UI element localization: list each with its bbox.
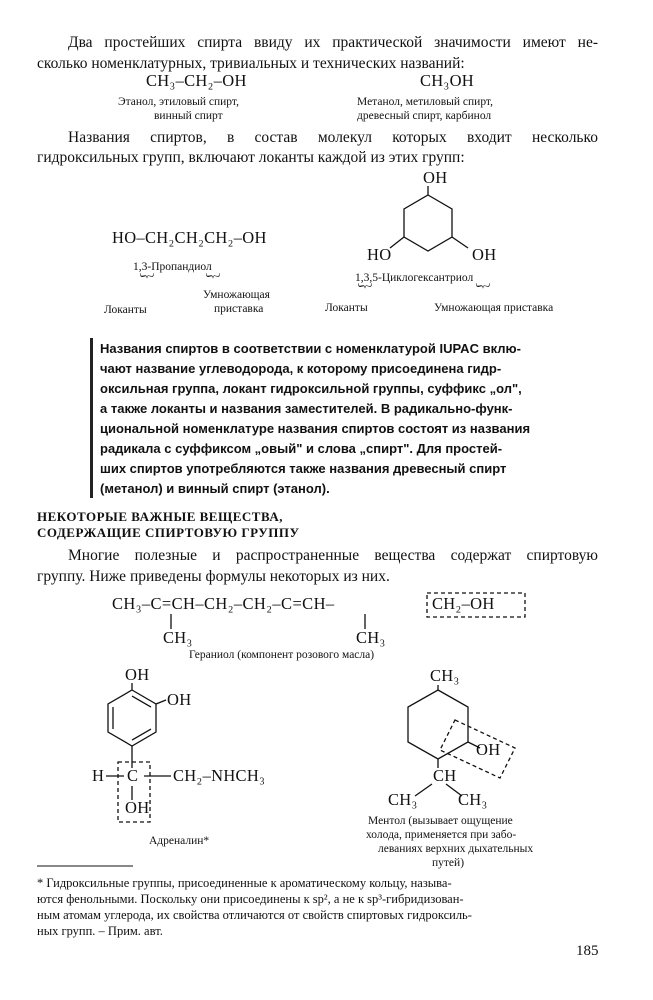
rule-line: радикала с суффиксом „овый" и слова „спирт". Для простей- <box>100 441 503 456</box>
methanol-formula: CH₃OH <box>420 71 475 90</box>
menthol-caption-3: леваниях верхних дыхательных <box>378 843 534 855</box>
propanediol-name: 1,3-Пропандиол <box>133 261 212 273</box>
useful-line-1: Многие полезные и распространенные вещества содержат спиртовую <box>68 547 598 564</box>
methanol-name-1: Метанол, метиловый спирт, <box>357 96 493 108</box>
section-title-1: НЕКОТОРЫЕ ВАЖНЫЕ ВЕЩЕСТВА, <box>37 509 283 524</box>
menthol-oh: OH <box>476 740 501 759</box>
adrenaline-bond-oh2 <box>156 700 166 704</box>
polyols-line-1: Названия спиртов, в состав молекул которых входит несколько <box>68 129 598 146</box>
footnote-line-4: ных групп. – Прим. авт. <box>37 924 163 938</box>
adrenaline-ring-inner-3 <box>132 729 151 740</box>
menthol-bond-ch3-left <box>415 784 432 796</box>
geraniol-caption: Гераниол (компонент розового масла) <box>189 649 375 661</box>
menthol-dashed-box <box>440 720 515 778</box>
adrenaline-caption: Адреналин* <box>149 835 210 847</box>
multiplier-brace-1: ︸ <box>206 275 220 290</box>
propanediol-multiplier-1: Умножающая <box>203 289 270 301</box>
adrenaline-h: H <box>92 766 105 785</box>
propanediol-multiplier-2: приставка <box>214 303 264 315</box>
menthol-ch3-top: CH₃ <box>430 666 460 685</box>
footnote-line-3: ным атомам углерода, их свойства отличаются от свойств спиртовых гидроксиль- <box>37 908 472 922</box>
cyclohexanetriol-locants: Локанты <box>325 302 368 314</box>
methanol-name-2: древесный спирт, карбинол <box>357 110 492 122</box>
menthol-caption-4: путей) <box>432 857 465 869</box>
menthol-ring <box>408 690 468 759</box>
locant-brace-1: ︸ <box>140 275 154 290</box>
section-title-2: СОДЕРЖАЩИЕ СПИРТОВУЮ ГРУППУ <box>37 525 300 540</box>
rule-line: оксильная группа, локант гидроксильной группы, суффикс „ол", <box>100 381 522 396</box>
cyclohexanetriol-multiplier: Умножающая приставка <box>434 302 554 314</box>
geraniol-boxed-group: CH₂–OH <box>432 594 495 613</box>
menthol-ch: CH <box>433 766 457 785</box>
menthol-bond-oh <box>468 742 480 748</box>
rule-line: а также локанты и названия заместителей. В радикально-функ- <box>100 401 513 416</box>
menthol-ch3-right: CH₃ <box>458 790 488 809</box>
cyclohexane-ring <box>404 195 452 251</box>
footnote-line-1: * Гидроксильные группы, присоединенные к ароматическому кольцу, называ- <box>37 876 452 890</box>
cyclohexanetriol-oh-right: OH <box>472 245 497 264</box>
ethanol-name-2: винный спирт <box>154 110 223 122</box>
adrenaline-ring-inner-2 <box>132 696 151 707</box>
geraniol-methyl-2: CH₃ <box>356 628 386 647</box>
adrenaline-c: C <box>127 766 139 785</box>
footnote-line-2: ются фенольными. Поскольку они присоединены к sp², а не к sp³-гибридизован- <box>37 892 464 906</box>
rule-line: ших спиртов употребляются также названия древесный спирт <box>100 461 507 476</box>
geraniol-dashed-box <box>427 593 525 617</box>
polyols-line-2: гидроксильных групп, включают локанты каждой из этих групп: <box>37 149 465 166</box>
menthol-caption-2: холода, применяется при забо- <box>366 829 517 841</box>
rule-line: чают название углеводорода, к которому присоединена гидр- <box>100 361 502 376</box>
ethanol-name-1: Этанол, этиловый спирт, <box>118 96 239 108</box>
adrenaline-ring <box>108 690 156 746</box>
geraniol-methyl-1: CH₃ <box>163 628 193 647</box>
intro-line-2: сколько номенклатурных, тривиальных и технических названий: <box>37 55 465 72</box>
propanediol-formula: HO–CH₂CH₂CH₂–OH <box>112 228 267 247</box>
useful-line-2: группу. Ниже приведены формулы некоторых из них. <box>37 568 390 585</box>
menthol-ch3-left: CH₃ <box>388 790 418 809</box>
adrenaline-oh-1: OH <box>125 665 150 684</box>
multiplier-brace-2: ︸ <box>476 285 490 300</box>
page-number: 185 <box>576 943 599 959</box>
rule-line: циональной номенклатуре названия спиртов состоят из названия <box>100 421 531 436</box>
rule-line: Названия спиртов в соответствии с номенклатурой IUPAC вклю- <box>100 341 521 356</box>
menthol-caption-1: Ментол (вызывает ощущение <box>368 815 513 827</box>
cyclohexanetriol-bond-left <box>390 237 404 248</box>
adrenaline-oh-boxed: OH <box>125 798 150 817</box>
intro-line-1: Два простейших спирта ввиду их практической значимости имеют не- <box>68 34 598 51</box>
rule-line: (метанол) и винный спирт (этанол). <box>100 481 330 496</box>
cyclohexanetriol-bond-right <box>452 237 468 248</box>
adrenaline-dashed-box <box>118 762 150 822</box>
cyclohexanetriol-name: 1,3,5-Циклогексантриол <box>355 272 474 284</box>
ethanol-formula: CH₃–CH₂–OH <box>146 71 247 90</box>
locant-brace-2: ︸ <box>358 285 372 300</box>
geraniol-chain: CH₃–C=CH–CH₂–CH₂–C=CH– <box>112 594 335 613</box>
menthol-bond-ch3-right <box>446 784 462 796</box>
adrenaline-side-chain: CH₂–NHCH₃ <box>173 766 266 785</box>
adrenaline-oh-2: OH <box>167 690 192 709</box>
cyclohexanetriol-oh-left: HO <box>367 245 392 264</box>
cyclohexanetriol-oh-top: OH <box>423 168 448 187</box>
propanediol-locants: Локанты <box>104 304 147 316</box>
